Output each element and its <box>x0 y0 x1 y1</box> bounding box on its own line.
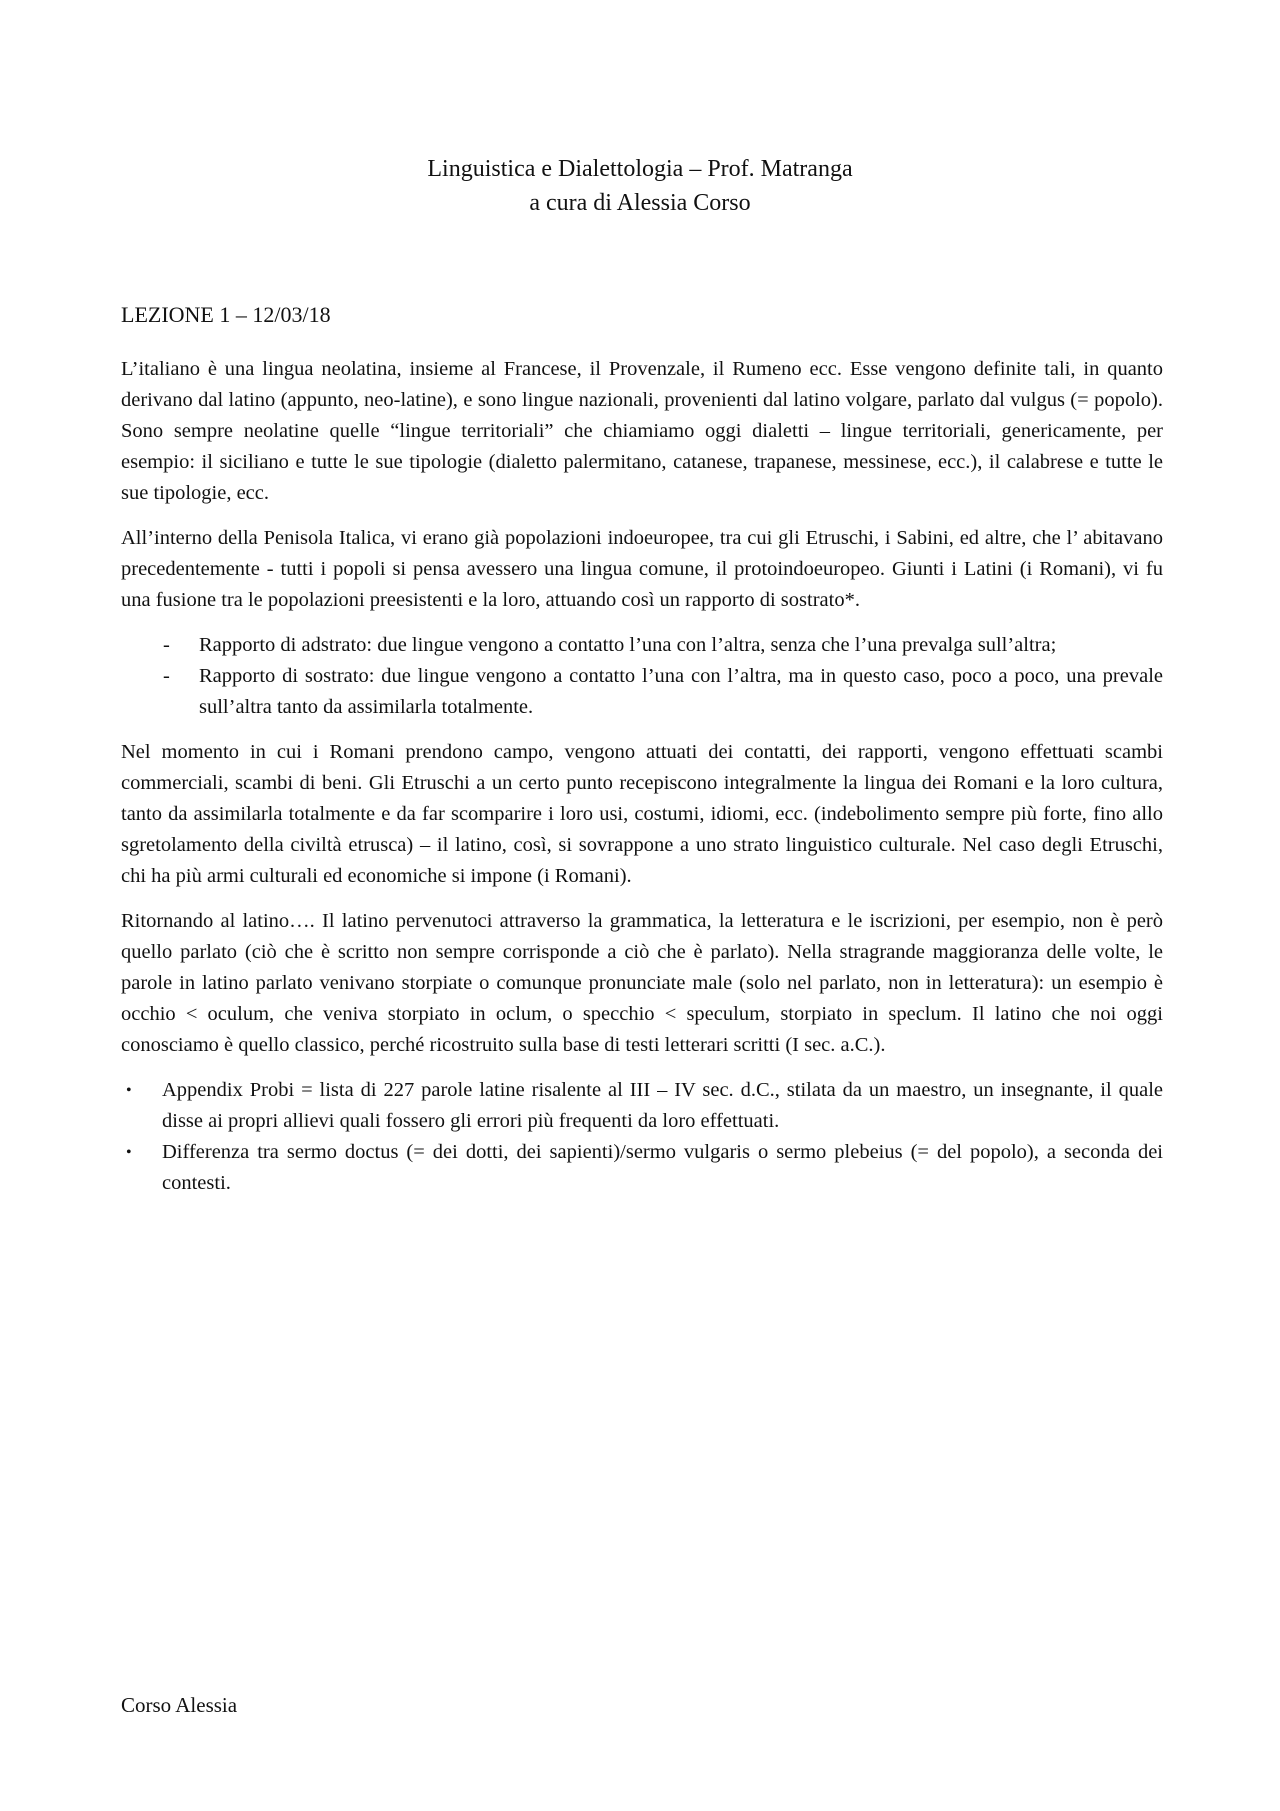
dash-marker: - <box>163 665 170 687</box>
dash-marker: - <box>163 634 170 656</box>
title-line-course: Linguistica e Dialettologia – Prof. Matranga <box>427 156 853 182</box>
list-item-text: Rapporto di adstrato: due lingue vengono a contatto l’una con l’altra, senza che l’una prevalga sull’altra; <box>199 634 1057 656</box>
lesson-heading: LEZIONE 1 – 12/03/18 <box>121 302 331 327</box>
list-item <box>121 1137 1163 1199</box>
bullet-icon: • <box>126 1082 132 1099</box>
list-item <box>121 1075 1163 1137</box>
list-item-text: Rapporto di sostrato: due lingue vengono a contatto l’una con l’altra, ma in questo caso, poco a poco, una prevale sull’altra tanto da assimilarla totalmente. <box>199 665 1163 718</box>
list-item-text: Differenza tra sermo doctus (= dei dotti, dei sapienti)/sermo vulgaris o sermo plebeius (= del popolo), a seconda dei contesti. <box>162 1141 1163 1194</box>
paragraph: Nel momento in cui i Romani prendono campo, vengono attuati dei contatti, dei rapporti, vengono effettuati scambi commerciali, scambi di beni. Gli Etruschi a un certo punto recepiscono integralmente la lingua dei Romani e la loro cultura, tanto da assimilarla totalmente e da far scomparire i loro usi, costumi, idiomi, ecc. (indebolimento sempre più forte, fino allo sgretolamento della civiltà etrusca) – il latino, così, si sovrappone a uno strato linguistico culturale. Nel caso degli Etruschi, chi ha più armi culturali ed economiche si impone (i Romani). <box>121 741 1163 887</box>
title-line-author: a cura di Alessia Corso <box>529 190 751 216</box>
document-title <box>0 152 1280 220</box>
document-body <box>121 354 1163 1213</box>
paragraph: All’interno della Penisola Italica, vi erano già popolazioni indoeuropee, tra cui gli Etruschi, i Sabini, ed altre, che l’ abitavano precedentemente - tutti i popoli si pensa avessero una lingua comune, il protoindoeuropeo. Giunti i Latini (i Romani), vi fu una fusione tra le popolazioni preesistenti e la loro, attuando così un rapporto di sostrato*. <box>121 527 1163 611</box>
bullet-list <box>121 1075 1163 1199</box>
dash-list <box>121 630 1163 723</box>
paragraph: L’italiano è una lingua neolatina, insieme al Francese, il Provenzale, il Rumeno ecc. Esse vengono definite tali, in quanto derivano dal latino (appunto, neo-latine), e sono lingue nazionali, provenienti dal latino volgare, parlato dal vulgus (= popolo). Sono sempre neolatine quelle “lingue territoriali” che chiamiamo oggi dialetti – lingue territoriali, genericamente, per esempio: il siciliano e tutte le sue tipologie (dialetto palermitano, catanese, trapanese, messinese, ecc.), il calabrese e tutte le sue tipologie, ecc. <box>121 358 1163 504</box>
page-footer: Corso Alessia <box>121 1693 238 1717</box>
list-item-text: Appendix Probi = lista di 227 parole latine risalente al III – IV sec. d.C., stilata da un maestro, un insegnante, il quale disse ai propri allievi quali fossero gli errori più frequenti da loro effettuati. <box>162 1079 1163 1132</box>
list-item <box>121 630 1163 661</box>
paragraph: Ritornando al latino…. Il latino pervenutoci attraverso la grammatica, la letteratura e le iscrizioni, per esempio, non è però quello parlato (ciò che è scritto non sempre corrisponde a ciò che è parlato). Nella stragrande maggioranza delle volte, le parole in latino parlato venivano storpiate o comunque pronunciate male (solo nel parlato, non in letteratura): un esempio è occhio < oculum, che veniva storpiato in oclum, o specchio < speculum, storpiato in speclum. Il latino che noi oggi conosciamo è quello classico, perché ricostruito sulla base di testi letterari scritti (I sec. a.C.). <box>121 910 1163 1056</box>
list-item <box>121 661 1163 723</box>
bullet-icon: • <box>126 1144 132 1161</box>
